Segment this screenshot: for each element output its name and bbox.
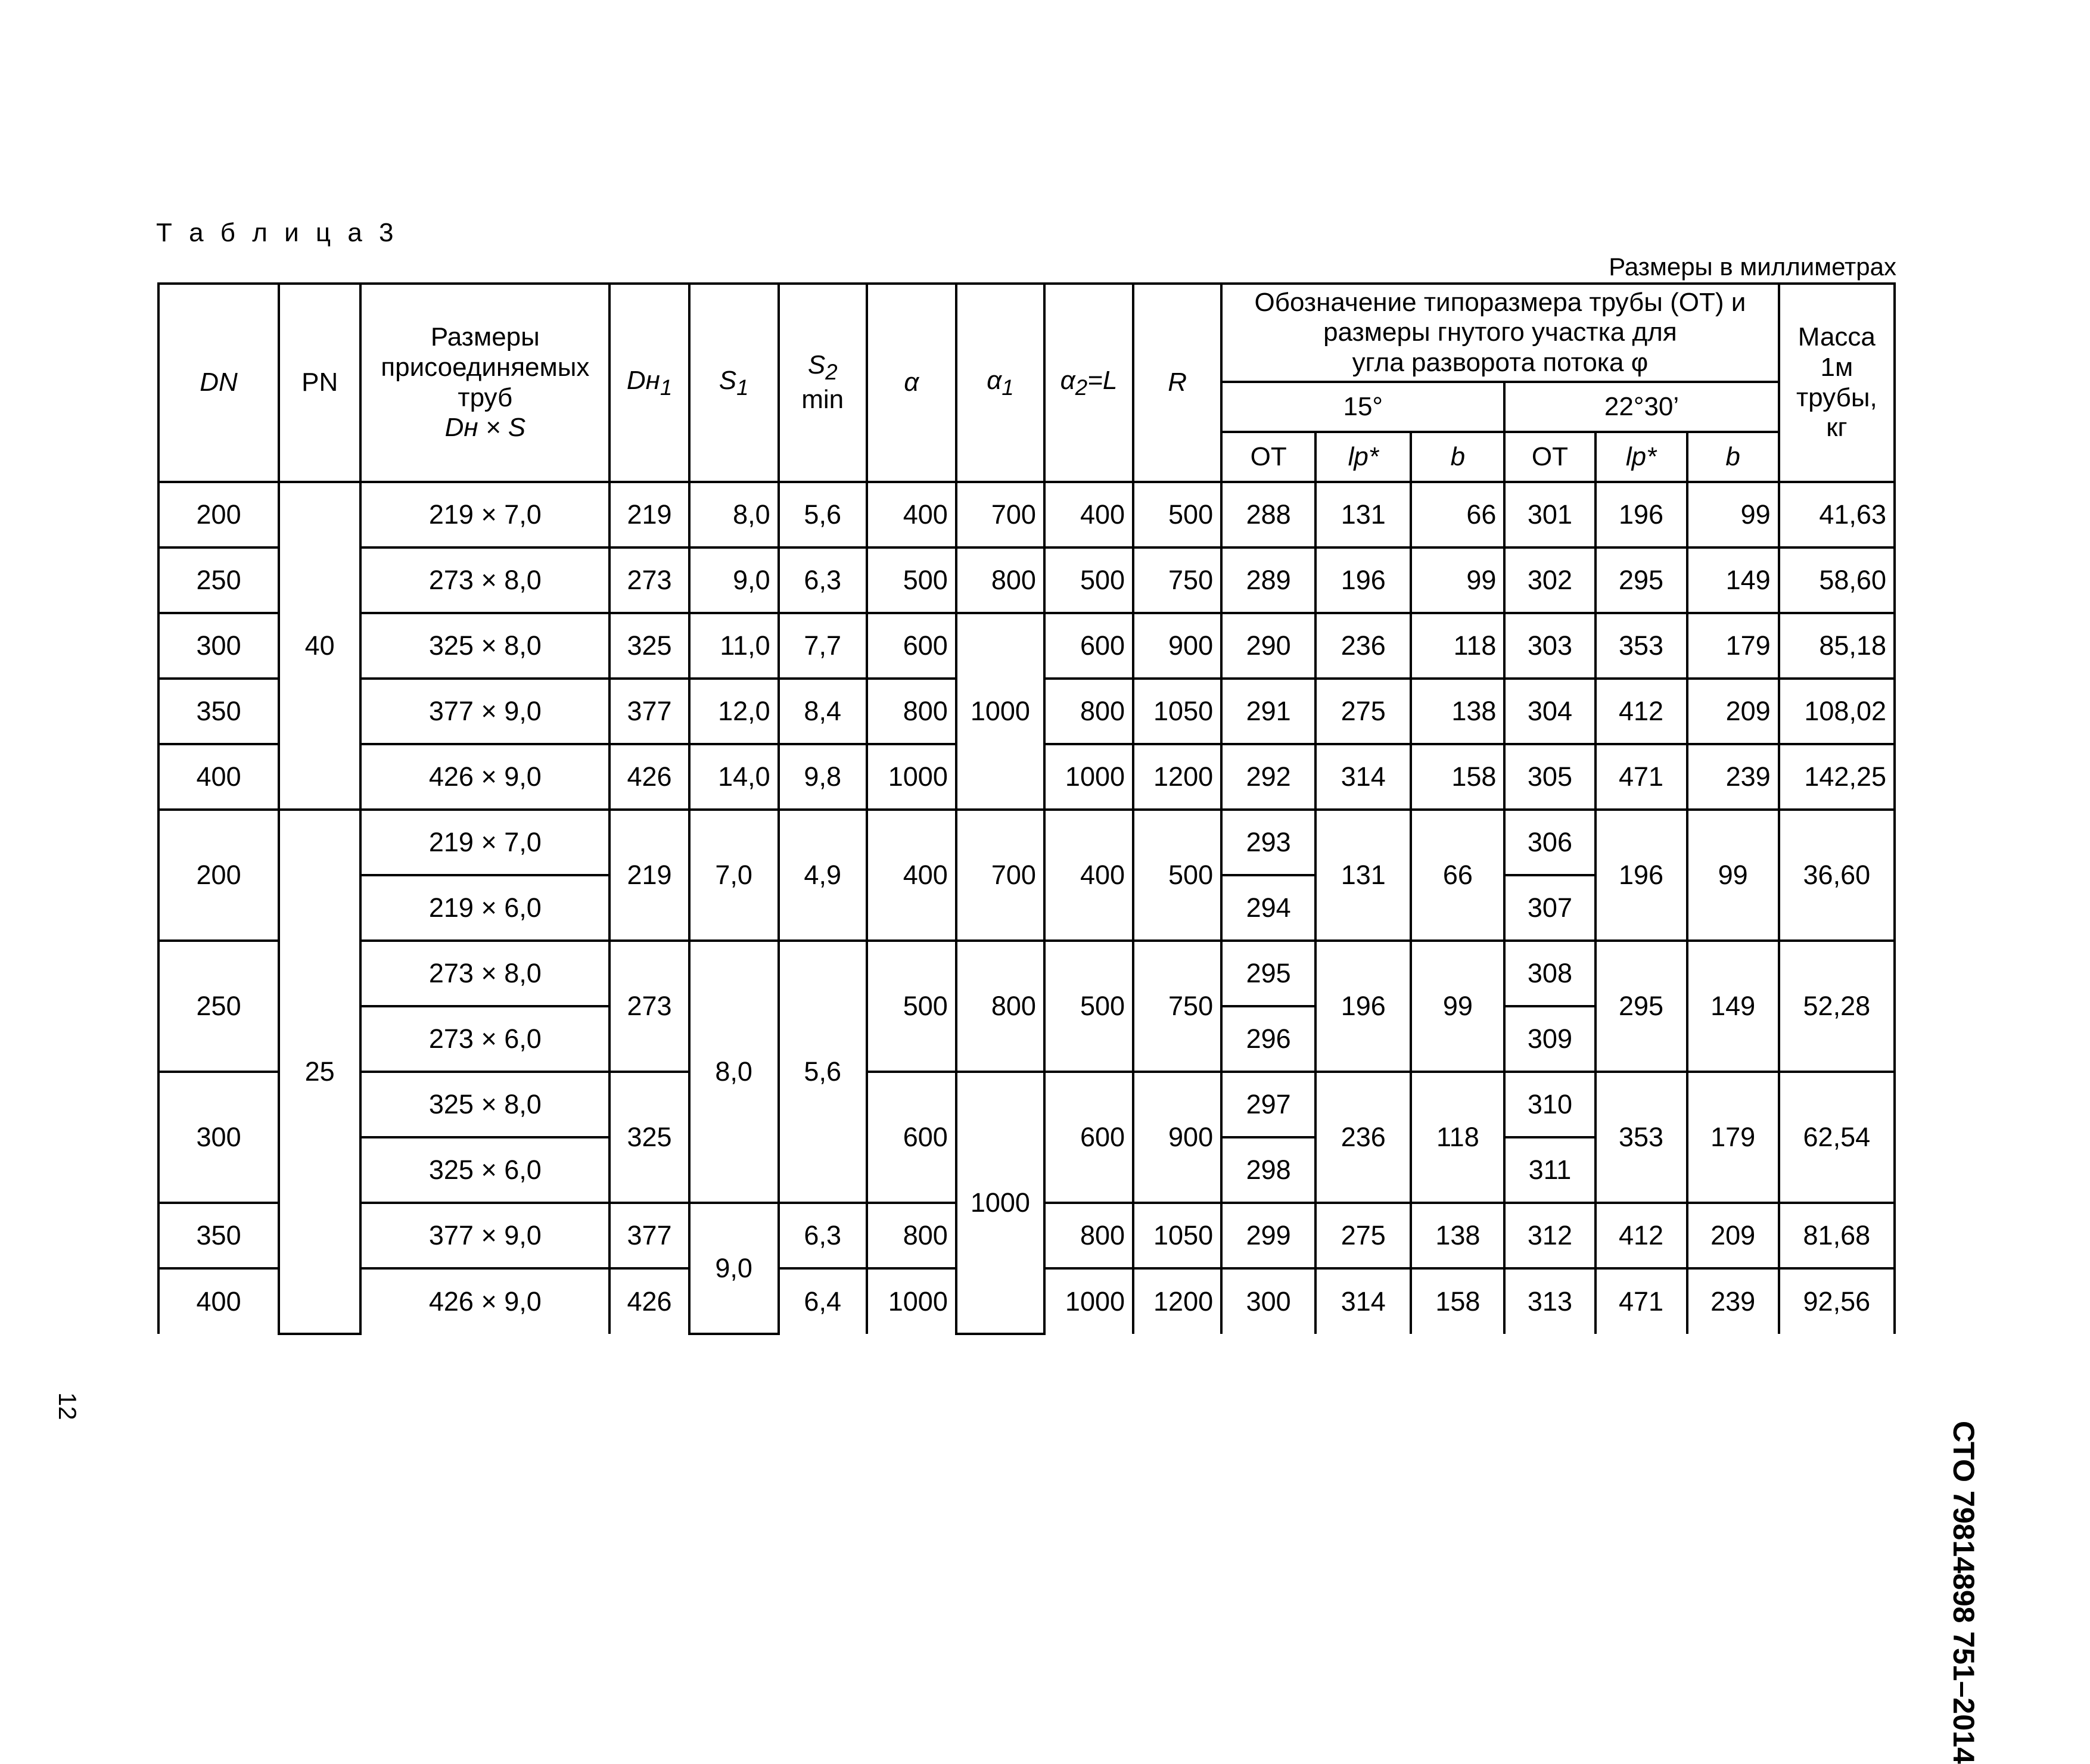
cell-r: 1200: [1133, 1268, 1221, 1334]
cell-lp15: 236: [1315, 1072, 1411, 1203]
cell-dh1: 219: [609, 810, 689, 941]
cell-b22: 99: [1687, 810, 1779, 941]
cell-b22: 179: [1687, 613, 1779, 679]
cell-alpha2: 400: [1044, 482, 1133, 547]
cell-dh1: 426: [609, 744, 689, 810]
header-lp: lр*: [1596, 432, 1687, 482]
cell-ot15: 293: [1221, 810, 1315, 875]
cell-lp15: 131: [1315, 810, 1411, 941]
cell-ot15: 288: [1221, 482, 1315, 547]
cell-r: 750: [1133, 547, 1221, 613]
cell-ot22: 311: [1504, 1137, 1595, 1203]
cell-alpha: 800: [867, 679, 956, 744]
cell-ot15: 291: [1221, 679, 1315, 744]
header-dn: DN: [158, 284, 279, 482]
page-number: 12: [54, 1392, 82, 1420]
cell-dn: 300: [158, 1072, 279, 1203]
cell-s2: 5,6: [779, 941, 867, 1203]
cell-alpha1: 800: [956, 547, 1044, 613]
cell-dn: 400: [158, 744, 279, 810]
cell-ot22: 307: [1504, 875, 1595, 941]
cell-b22: 239: [1687, 1268, 1779, 1334]
cell-pipe: 273 × 8,0: [360, 547, 609, 613]
cell-lp22: 471: [1596, 744, 1687, 810]
cell-s1: 9,0: [689, 1203, 779, 1334]
cell-ot22: 304: [1504, 679, 1595, 744]
cell-pn: 25: [279, 810, 360, 1334]
table-row: [158, 547, 1895, 613]
header-r: R: [1133, 284, 1221, 482]
cell-b15: 118: [1411, 613, 1504, 679]
cell-b15: 99: [1411, 941, 1504, 1072]
cell-lp15: 131: [1315, 482, 1411, 547]
cell-pipe: 219 × 6,0: [360, 875, 609, 941]
units-note: Размеры в миллиметрах: [1609, 253, 1896, 281]
cell-alpha: 1000: [867, 1268, 956, 1334]
header-dh1: $Dн_1$: [609, 284, 689, 482]
cell-lp22: 353: [1596, 613, 1687, 679]
cell-alpha1: 1000: [956, 1072, 1044, 1334]
cell-dn: 250: [158, 941, 279, 1072]
cell-mass: 58,60: [1779, 547, 1895, 613]
table-row: [158, 941, 1895, 1006]
header-alpha1: $\alpha_1$: [956, 284, 1044, 482]
cell-alpha2: 400: [1044, 810, 1133, 941]
cell-mass: 62,54: [1779, 1072, 1895, 1203]
cell-ot22: 309: [1504, 1006, 1595, 1072]
cell-mass: 36,60: [1779, 810, 1895, 941]
cell-lp15: 196: [1315, 941, 1411, 1072]
table-row: [158, 613, 1895, 679]
dimensions-table: [157, 282, 1896, 1335]
table-row: [158, 1072, 1895, 1137]
cell-dn: 300: [158, 613, 279, 679]
cell-alpha: 1000: [867, 744, 956, 810]
cell-alpha: 600: [867, 1072, 956, 1203]
cell-dh1: 219: [609, 482, 689, 547]
cell-s2: 6,4: [779, 1268, 867, 1334]
cell-r: 900: [1133, 613, 1221, 679]
cell-s1: 8,0: [689, 482, 779, 547]
cell-lp15: 314: [1315, 744, 1411, 810]
cell-ot15: 296: [1221, 1006, 1315, 1072]
cell-dh1: 377: [609, 679, 689, 744]
cell-r: 500: [1133, 810, 1221, 941]
table-row: [158, 810, 1895, 875]
cell-pipe: 273 × 8,0: [360, 941, 609, 1006]
cell-ot15: 300: [1221, 1268, 1315, 1334]
header-angle-15: 15°: [1221, 382, 1504, 432]
cell-ot22: 310: [1504, 1072, 1595, 1137]
cell-dn: 350: [158, 1203, 279, 1268]
cell-dh1: 273: [609, 941, 689, 1072]
cell-lp15: 314: [1315, 1268, 1411, 1334]
header-mass: Масса 1м трубы, кг: [1779, 284, 1895, 482]
header-b: b: [1411, 432, 1504, 482]
cell-b15: 99: [1411, 547, 1504, 613]
cell-r: 900: [1133, 1072, 1221, 1203]
cell-alpha2: 1000: [1044, 744, 1133, 810]
cell-ot15: 289: [1221, 547, 1315, 613]
cell-pipe: 325 × 8,0: [360, 613, 609, 679]
cell-pipe: 325 × 8,0: [360, 1072, 609, 1137]
cell-pipe: 273 × 6,0: [360, 1006, 609, 1072]
header-alpha2: $\alpha_2=L$: [1044, 284, 1133, 482]
cell-ot22: 313: [1504, 1268, 1595, 1334]
cell-ot22: 302: [1504, 547, 1595, 613]
cell-b22: 149: [1687, 941, 1779, 1072]
cell-alpha: 600: [867, 613, 956, 679]
cell-b22: 209: [1687, 679, 1779, 744]
header-ot-group: Обозначение типоразмера трубы (ОТ) и размеры гнутого участка для угла разворота потока φ: [1221, 284, 1779, 382]
cell-s2: 9,8: [779, 744, 867, 810]
cell-ot15: 290: [1221, 613, 1315, 679]
cell-pipe: 426 × 9,0: [360, 1268, 609, 1334]
cell-b15: 66: [1411, 810, 1504, 941]
cell-ot22: 312: [1504, 1203, 1595, 1268]
cell-b15: 158: [1411, 744, 1504, 810]
cell-pipe: 219 × 7,0: [360, 482, 609, 547]
header-pipe-sizes: Размеры присоединяемых труб Dн × S: [360, 284, 609, 482]
header-s1: $S_1$: [689, 284, 779, 482]
cell-b15: 158: [1411, 1268, 1504, 1334]
cell-ot22: 301: [1504, 482, 1595, 547]
cell-dh1: 325: [609, 613, 689, 679]
cell-alpha1: 800: [956, 941, 1044, 1072]
cell-lp22: 295: [1596, 941, 1687, 1072]
cell-b15: 138: [1411, 1203, 1504, 1268]
cell-alpha: 500: [867, 547, 956, 613]
cell-b15: 138: [1411, 679, 1504, 744]
cell-lp22: 471: [1596, 1268, 1687, 1334]
cell-mass: 85,18: [1779, 613, 1895, 679]
cell-dn: 250: [158, 547, 279, 613]
cell-dh1: 426: [609, 1268, 689, 1334]
cell-lp22: 196: [1596, 810, 1687, 941]
table-row: [158, 482, 1895, 547]
cell-mass: 142,25: [1779, 744, 1895, 810]
cell-s1: 9,0: [689, 547, 779, 613]
header-s2: $S_2$ min: [779, 284, 867, 482]
cell-lp15: 275: [1315, 679, 1411, 744]
table-caption: Т а б л и ц а 3: [156, 218, 399, 247]
cell-pipe: 377 × 9,0: [360, 679, 609, 744]
cell-r: 500: [1133, 482, 1221, 547]
cell-lp22: 412: [1596, 679, 1687, 744]
cell-ot22: 303: [1504, 613, 1595, 679]
cell-mass: 108,02: [1779, 679, 1895, 744]
cell-pipe: 325 × 6,0: [360, 1137, 609, 1203]
cell-s2: 6,3: [779, 1203, 867, 1268]
header-ot: ОТ: [1221, 432, 1315, 482]
cell-mass: 92,56: [1779, 1268, 1895, 1334]
cell-alpha2: 1000: [1044, 1268, 1133, 1334]
cell-pipe: 219 × 7,0: [360, 810, 609, 875]
cell-dh1: 325: [609, 1072, 689, 1203]
cell-alpha2: 500: [1044, 547, 1133, 613]
cell-lp15: 275: [1315, 1203, 1411, 1268]
cell-r: 750: [1133, 941, 1221, 1072]
cell-s2: 4,9: [779, 810, 867, 941]
cell-s1: 14,0: [689, 744, 779, 810]
cell-lp22: 196: [1596, 482, 1687, 547]
cell-ot15: 295: [1221, 941, 1315, 1006]
cell-b22: 99: [1687, 482, 1779, 547]
header-ot: ОТ: [1504, 432, 1595, 482]
cell-b22: 149: [1687, 547, 1779, 613]
cell-alpha: 500: [867, 941, 956, 1072]
cell-b15: 118: [1411, 1072, 1504, 1203]
cell-r: 1200: [1133, 744, 1221, 810]
cell-r: 1050: [1133, 679, 1221, 744]
cell-ot15: 299: [1221, 1203, 1315, 1268]
header-pn: PN: [279, 284, 360, 482]
cell-b22: 179: [1687, 1072, 1779, 1203]
cell-r: 1050: [1133, 1203, 1221, 1268]
cell-ot22: 305: [1504, 744, 1595, 810]
cell-dh1: 273: [609, 547, 689, 613]
cell-lp15: 196: [1315, 547, 1411, 613]
cell-dn: 350: [158, 679, 279, 744]
cell-alpha1: 700: [956, 482, 1044, 547]
cell-alpha: 400: [867, 810, 956, 941]
cell-ot15: 292: [1221, 744, 1315, 810]
cell-s2: 5,6: [779, 482, 867, 547]
cell-s1: 7,0: [689, 810, 779, 941]
header-alpha: α: [867, 284, 956, 482]
cell-pipe: 426 × 9,0: [360, 744, 609, 810]
cell-ot22: 308: [1504, 941, 1595, 1006]
cell-b22: 239: [1687, 744, 1779, 810]
cell-mass: 81,68: [1779, 1203, 1895, 1268]
cell-b15: 66: [1411, 482, 1504, 547]
cell-b22: 209: [1687, 1203, 1779, 1268]
cell-alpha: 800: [867, 1203, 956, 1268]
cell-lp22: 295: [1596, 547, 1687, 613]
cell-mass: 52,28: [1779, 941, 1895, 1072]
cell-ot15: 297: [1221, 1072, 1315, 1137]
cell-s2: 6,3: [779, 547, 867, 613]
cell-alpha2: 600: [1044, 613, 1133, 679]
cell-s2: 7,7: [779, 613, 867, 679]
cell-pn: 40: [279, 482, 360, 810]
cell-dh1: 377: [609, 1203, 689, 1268]
cell-ot15: 298: [1221, 1137, 1315, 1203]
cell-lp15: 236: [1315, 613, 1411, 679]
cell-alpha2: 600: [1044, 1072, 1133, 1203]
cell-dn: 200: [158, 482, 279, 547]
cell-pipe: 377 × 9,0: [360, 1203, 609, 1268]
cell-s1: 12,0: [689, 679, 779, 744]
cell-alpha: 400: [867, 482, 956, 547]
document-code: СТО 79814898 751–2014: [1947, 1421, 1980, 1764]
header-angle-22-30: 22°30’: [1504, 382, 1778, 432]
cell-ot22: 306: [1504, 810, 1595, 875]
cell-dn: 400: [158, 1268, 279, 1334]
header-lp: lр*: [1315, 432, 1411, 482]
cell-alpha2: 800: [1044, 1203, 1133, 1268]
cell-alpha2: 800: [1044, 679, 1133, 744]
cell-ot15: 294: [1221, 875, 1315, 941]
header-b: b: [1687, 432, 1779, 482]
cell-alpha1: 700: [956, 810, 1044, 941]
cell-lp22: 353: [1596, 1072, 1687, 1203]
cell-alpha1: 1000: [956, 613, 1044, 810]
cell-s2: 8,4: [779, 679, 867, 744]
cell-alpha2: 500: [1044, 941, 1133, 1072]
cell-mass: 41,63: [1779, 482, 1895, 547]
cell-s1: 8,0: [689, 941, 779, 1203]
cell-s1: 11,0: [689, 613, 779, 679]
cell-dn: 200: [158, 810, 279, 941]
cell-lp22: 412: [1596, 1203, 1687, 1268]
